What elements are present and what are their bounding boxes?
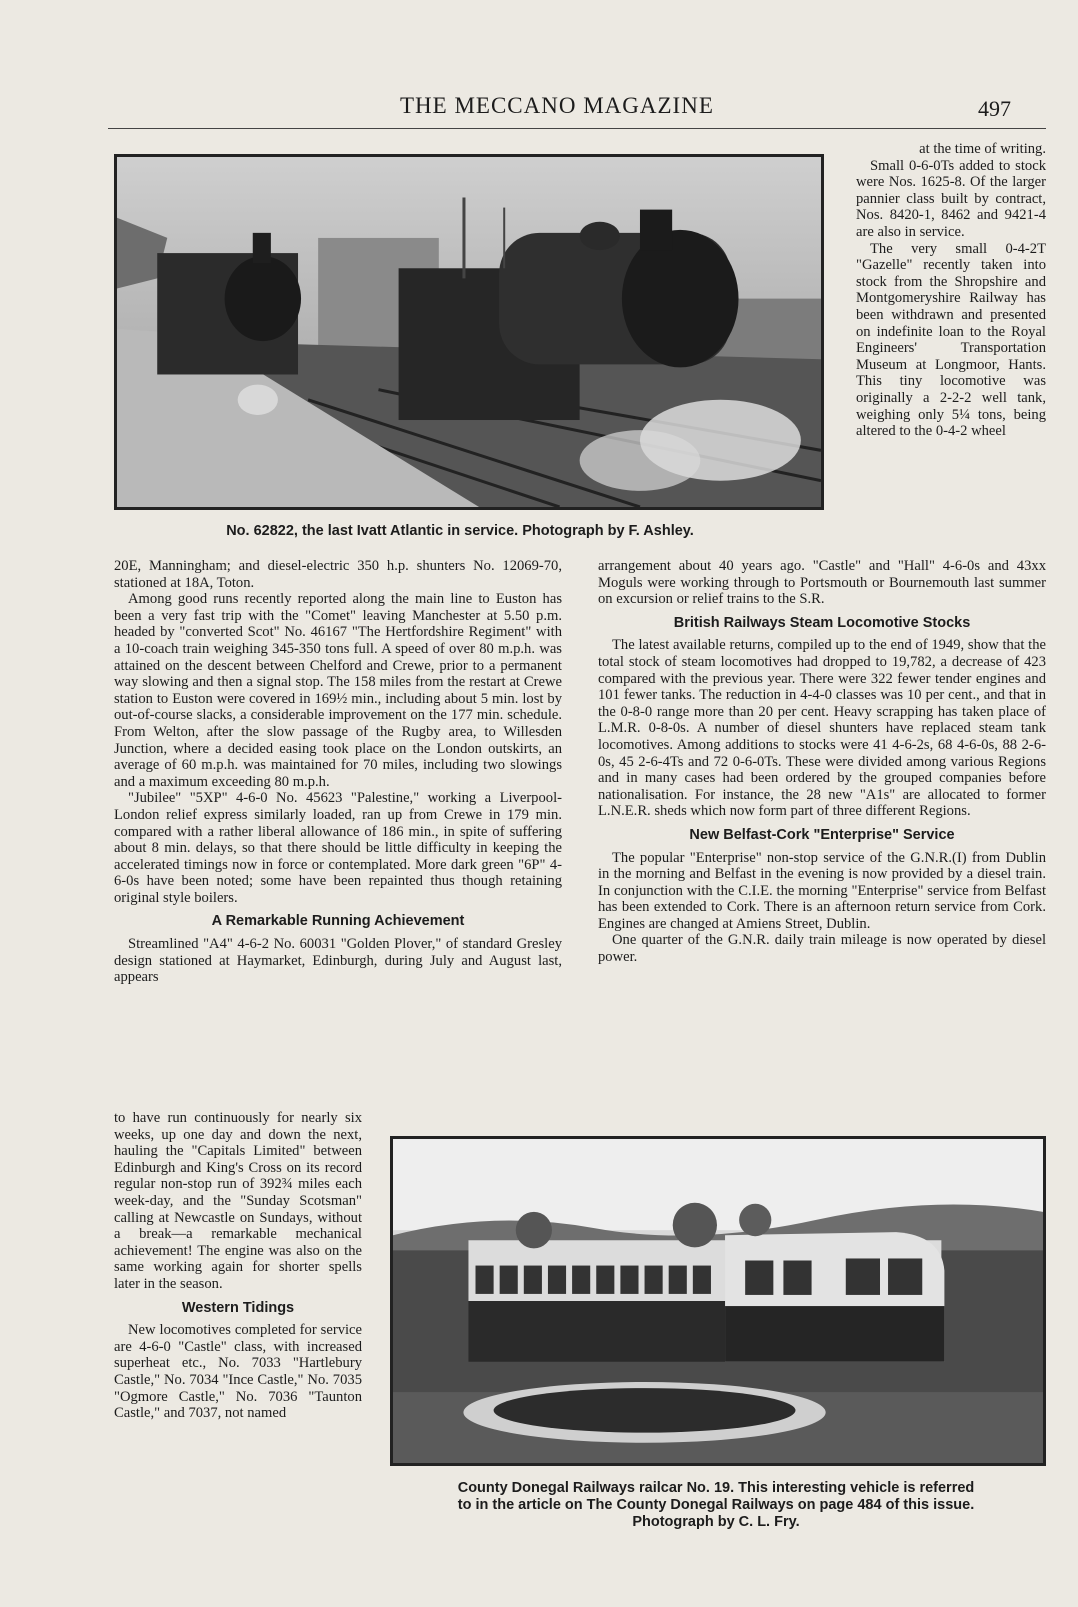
- left-column-upper: [114, 558, 562, 986]
- paragraph: arrangement about 40 years ago. "Castle" and "Hall" 4-6-0s and 43xx Moguls were working through to Portsmouth or Bournemouth last summer on excursion or relief trains to the S.R.: [598, 558, 1046, 608]
- paragraph: to have run continuously for nearly six weeks, up one day and down the next, hauling the "Capitals Limited" between Edinburgh and King's Cross on its record regular non-stop run of 392¾ miles each week-day, and the "Sunday Scotsman" calling at Newcastle on Sundays, without a break—a remarkable mechanical achievement! The engine was also on the same working again for shorter spells later in the season.: [114, 1110, 362, 1292]
- magazine-title: THE MECCANO MAGAZINE: [400, 93, 714, 118]
- railcar-photo: [390, 1136, 1046, 1466]
- paragraph: at the time of writing.: [919, 141, 1046, 157]
- section-heading: British Railways Steam Locomotive Stocks: [673, 614, 971, 631]
- photo-caption-1: No. 62822, the last Ivatt Atlantic in service. Photograph by F. Ashley.: [226, 523, 694, 539]
- paragraph: "Jubilee" "5XP" 4-6-0 No. 45623 "Palestine," working a Liverpool-London relief express similarly loaded, ran up from Crewe in 179 min. compared with a rather liberal allowance of 186 min., in spite of suffering about 8 min. delays, so that there should be little difficulty in keeping the accelerated timings now in force or contemplated. More dark green "6P" 4-6-0s have been noted; some have been repainted thus though retaining original style boilers.: [114, 790, 562, 906]
- right-top-column: [856, 141, 1046, 440]
- left-column-lower: [114, 1110, 362, 1422]
- page-number: 497: [978, 96, 1011, 121]
- paragraph: The popular "Enterprise" non-stop service of the G.N.R.(I) from Dublin in the morning and Belfast in the evening is now provided by a diesel train. In conjunction with the C.I.E. the morning "Enterprise" service from Belfast has been extended to Cork. There is an afternoon return service from Cork. Engines are changed at Amiens Street, Dublin.: [598, 849, 1046, 932]
- paragraph: Streamlined "A4" 4-6-2 No. 60031 "Golden Plover," of standard Gresley design stationed at Haymarket, Edinburgh, during July and August last, appears: [114, 936, 562, 986]
- right-column: [598, 558, 1046, 966]
- section-heading: A Remarkable Running Achievement: [211, 913, 465, 930]
- photo-caption-2: [388, 1480, 1044, 1531]
- paragraph: The very small 0-4-2T "Gazelle" recently taken into stock from the Shropshire and Montgomeryshire Railway has been withdrawn and presented on indefinite loan to the Royal Engineers' Transportation Museum at Longmoor, Hants. This tiny locomotive was originally a 2-2-2 well tank, weighing only 5¼ tons, being altered to the 0-4-2 wheel: [856, 240, 1046, 440]
- section-heading: New Belfast-Cork "Enterprise" Service: [689, 826, 955, 843]
- caption-line: County Donegal Railways railcar No. 19. This interesting vehicle is referred: [457, 1480, 975, 1496]
- paragraph: The latest available returns, compiled up to the end of 1949, show that the total stock of steam locomotives had dropped to 19,782, a decrease of 423 compared with the previous year. There were 322 fewer tender engines and 101 fewer tanks. The reduction in 4-4-0 classes was 10 per cent., and that in the 0-8-0 range more than 20 per cent. Heavy scrapping has taken place of L.M.R. 0-8-0s. A number of diesel shunters have replaced steam tank locomotives. Among additions to stocks were 41 4-6-2s, 68 4-6-0s, 88 2-6-0s, 45 2-6-4Ts and 72 0-6-0Ts. These were divided among various Regions and in many cases had been ordered by the grouped companies before nationalisation. For instance, the 28 new "A1s" are allocated to former L.N.E.R. sheds which now form part of three different Regions.: [598, 637, 1046, 820]
- caption-line: Photograph by C. L. Fry.: [632, 1514, 800, 1530]
- paragraph: Among good runs recently reported along the main line to Euston has been a very fast trip with the "Comet" leaving Manchester at 5.50 p.m. headed by "converted Scot" No. 46167 "The Hertfordshire Regiment" with a 10-coach train weighing 345-350 tons full. A speed of over 80 m.p.h. was attained on the descent between Chelford and Crewe, prior to a permanent way slowing and then a signal stop. The 158 miles from the restart at Crewe station to Euston were covered in 169½ min., including about 5 min. lost by out-of-course slacks, a considerable improvement on the 177 min. schedule. From Welton, after the slow passage of the Rugby area, to Willesden Junction, where a decided easing took place on the London outskirts, an average of 60 m.p.h. was maintained for 70 miles, including two slowings and a maximum exceeding 80 m.p.h.: [114, 591, 562, 790]
- caption-line: to in the article on The County Donegal Railways on page 484 of this issue.: [457, 1497, 975, 1513]
- header-rule: [108, 128, 1046, 129]
- paragraph: One quarter of the G.N.R. daily train mileage is now operated by diesel power.: [598, 932, 1046, 966]
- paragraph: Small 0-6-0Ts added to stock were Nos. 1625-8. Of the larger pannier class built by contract, Nos. 8420-1, 8462 and 9421-4 are also in service.: [856, 157, 1046, 240]
- section-heading: Western Tidings: [181, 1299, 295, 1316]
- paragraph: 20E, Manningham; and diesel-electric 350 h.p. shunters No. 12069-70, stationed at 18A, Toton.: [114, 558, 562, 591]
- paragraph: New locomotives completed for service are 4-6-0 "Castle" class, with increased superheat etc., No. 7033 "Hartlebury Castle," No. 7034 "Ince Castle," No. 7035 "Ogmore Castle," No. 7036 "Taunton Castle," and 7037, not named: [114, 1322, 362, 1422]
- locomotive-photo: [114, 154, 824, 510]
